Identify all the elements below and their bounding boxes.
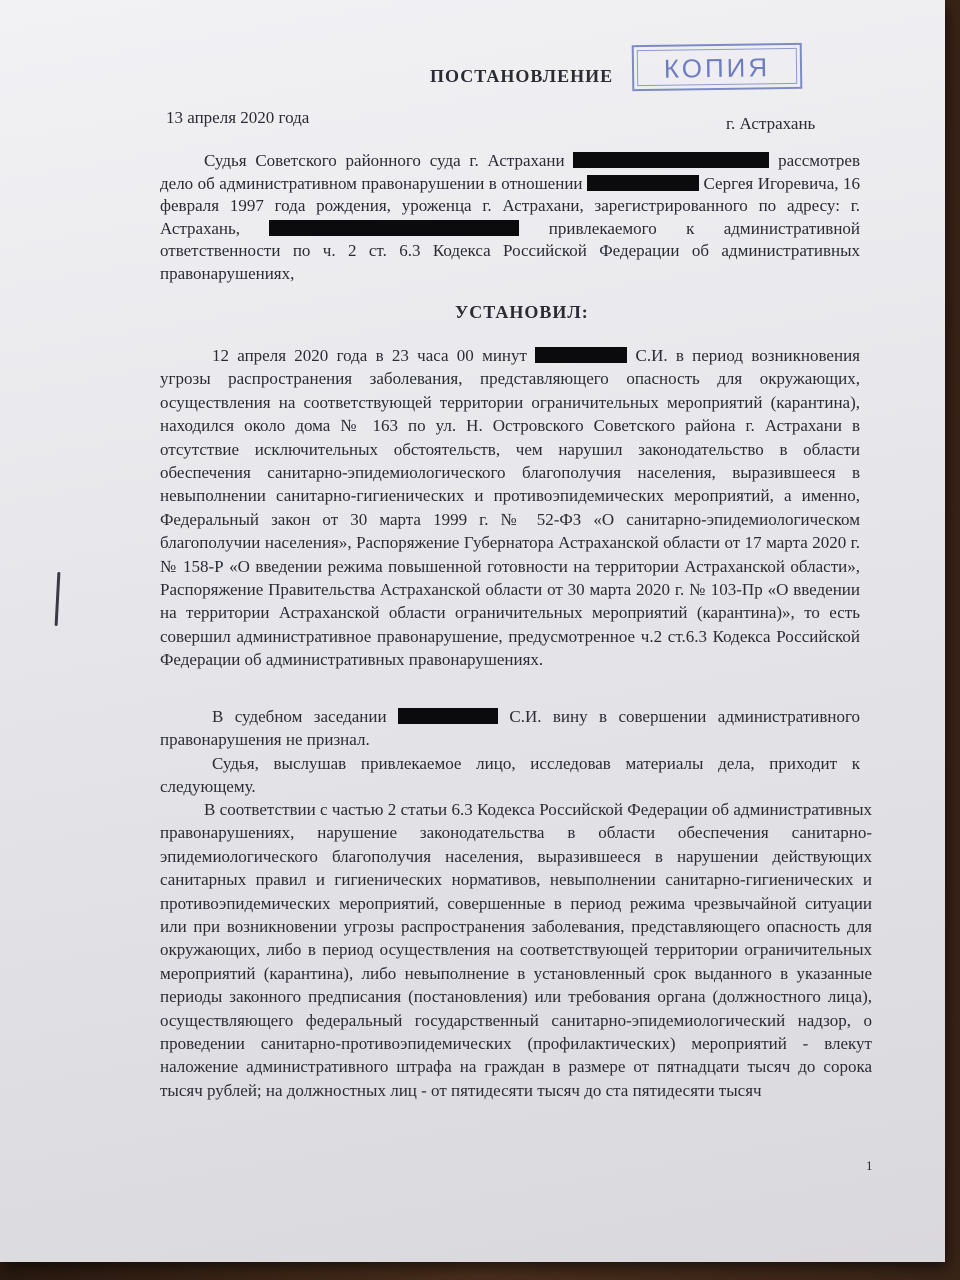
stamp-label: КОПИЯ: [663, 52, 771, 84]
facts-part-a: 12 апреля 2020 года в 23 часа 00 минут: [212, 346, 527, 365]
judge-paragraph: [160, 752, 860, 799]
redaction-bar: [587, 175, 699, 191]
intro-line-2: рассмотрев дело об административном правонарушении в отношении: [160, 151, 860, 193]
hearing-paragraph: [160, 705, 860, 752]
facts-part-b: С.И. в период возникновения угрозы распространения заболевания, представляющего опасность для окружающих, осуществления на соответствующей территории ограничительных мероприятий (карантина), находился около дома № 163 по ул. Н. Островского Советского района г. Астрахани в отсутствие исключительных обстоятельств, чем нарушил законодательство в области обеспечения санитарно-эпидемиологического благополучия населения, выразившееся в невыполнении санитарно-гигиенических и противоэпидемических мероприятий, а именно, Федеральный закон от 30 марта 1999 г. № 52-ФЗ «О санитарно-эпидемиологическом благополучии населения», Распоряжение Губернатора Астраханской области от 17 марта 2020 г. № 158-Р «О введении режима повышенной готовности на территории Астраханской области», Распоряжение Правительства Астраханской области от 30 марта 2020 г. № 103-Пр «О введении на территории Астраханской области ограничительных мероприятий (карантина)», то есть совершил административное правонарушение, предусмотренное ч.2 ст.6.3 Кодекса Российской Федерации об административных правонарушениях.: [160, 346, 860, 670]
intro-line-4: привлекаемого к административной ответственности по ч. 2 ст. 6.3 Кодекса Российской Федерации об административных правонарушениях,: [160, 218, 861, 283]
redaction-bar: [269, 220, 519, 236]
judge-text: Судья, выслушав привлекаемое лицо, исследовав материалы дела, приходит к следующему.: [160, 754, 860, 797]
page-number: 1: [866, 1158, 873, 1173]
intro-line-1: Судья Советского районного суда г. Астрахани: [204, 151, 565, 170]
redaction-bar: [573, 152, 769, 168]
facts-paragraph: [160, 344, 860, 672]
copy-stamp: [632, 43, 803, 91]
margin-pen-mark: [55, 572, 61, 626]
document-city: г. Астрахань: [726, 114, 816, 133]
law-text: В соответствии с частью 2 статьи 6.3 Кодекса Российской Федерации об административных правонарушениях, нарушение законодательства в области обеспечения санитарно-эпидемиологического благополучия населения, выразившееся в нарушении действующих санитарных правил и гигиенических нормативов, невыполнении санитарно-гигиенических и противоэпидемических мероприятий, совершенные в период режима чрезвычайной ситуации или при возникновении угрозы распространения заболевания, представляющего опасность для окружающих, либо в период осуществления на соответствующей территории ограничительных мероприятий (карантина), либо невыполнение в установленный срок выданного в указанные периоды законного предписания (постановления) или требования органа (должностного лица), осуществляющего федеральный государственный санитарно-эпидемиологический надзор, о проведении санитарно-противоэпидемических (профилактических) мероприятий - влекут наложение административного штрафа на граждан в размере от пятнадцати тысяч до сорока тысяч рублей; на должностных лиц - от пятидесяти тысяч до ста пятидесяти тысяч: [160, 800, 872, 1100]
redaction-bar: [398, 708, 498, 724]
document-title: ПОСТАНОВЛЕНИЕ: [430, 66, 614, 86]
established-heading: УСТАНОВИЛ:: [455, 302, 589, 322]
redaction-bar: [535, 347, 627, 363]
hearing-part-a: В судебном заседании: [212, 707, 387, 726]
document-date: 13 апреля 2020 года: [166, 108, 310, 127]
hearing-part-b: С.И. вину в совершении административного правонарушения не признал.: [160, 707, 861, 750]
law-paragraph: [160, 798, 872, 1102]
intro-line-3: Сергея Игоревича, 16 февраля 1997 года рождения, уроженца г. Астрахани, зарегистрированного по адресу: г. Астрахань,: [160, 173, 861, 238]
intro-paragraph: [160, 150, 860, 286]
